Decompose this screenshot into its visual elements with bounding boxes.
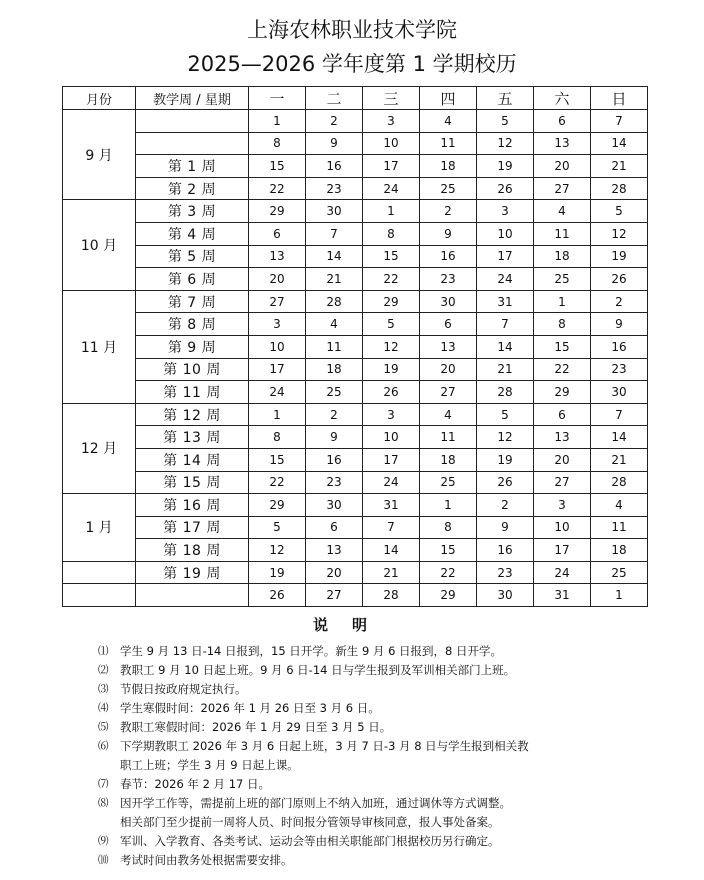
day-cell: 21 <box>306 268 363 291</box>
day-cell: 1 <box>534 290 591 313</box>
day-cell: 30 <box>591 381 648 404</box>
day-cell: 28 <box>306 290 363 313</box>
month-cell: 12 月 <box>63 403 136 493</box>
day-cell: 25 <box>420 177 477 200</box>
day-cell: 31 <box>477 290 534 313</box>
week-cell: 第 11 周 <box>136 381 249 404</box>
calendar-row <box>63 561 648 584</box>
day-cell: 3 <box>363 110 420 133</box>
day-cell: 18 <box>420 448 477 471</box>
note-text: 相关部门至少提前一周将人员、时间报分管领导审核同意，报人事处备案。 <box>120 815 500 829</box>
day-cell: 13 <box>420 335 477 358</box>
calendar-row <box>63 245 648 268</box>
day-cell: 8 <box>534 313 591 336</box>
day-cell: 15 <box>534 335 591 358</box>
day-cell: 6 <box>534 403 591 426</box>
day-cell: 26 <box>477 471 534 494</box>
week-cell: 第 13 周 <box>136 426 249 449</box>
day-cell: 7 <box>591 110 648 133</box>
day-cell: 11 <box>306 335 363 358</box>
note-number: ⑽ <box>98 854 109 866</box>
day-cell: 21 <box>363 561 420 584</box>
day-cell: 16 <box>591 335 648 358</box>
calendar-row <box>63 516 648 539</box>
day-cell: 28 <box>477 381 534 404</box>
week-cell: 第 1 周 <box>136 155 249 178</box>
day-cell: 18 <box>591 539 648 562</box>
day-cell: 15 <box>249 155 306 178</box>
day-cell: 22 <box>420 561 477 584</box>
day-cell: 10 <box>534 516 591 539</box>
day-cell: 17 <box>363 448 420 471</box>
month-cell <box>63 561 136 584</box>
calendar-row <box>63 494 648 517</box>
day-cell: 16 <box>420 245 477 268</box>
day-cell: 9 <box>591 313 648 336</box>
calendar-row <box>63 381 648 404</box>
day-cell: 6 <box>249 222 306 245</box>
note-text: 职工上班；学生 3 月 9 日起上课。 <box>120 758 299 772</box>
day-cell: 13 <box>249 245 306 268</box>
day-cell: 13 <box>534 132 591 155</box>
day-cell: 17 <box>477 245 534 268</box>
day-cell: 11 <box>420 132 477 155</box>
weekday-header: 一 <box>249 87 306 110</box>
day-cell: 10 <box>249 335 306 358</box>
day-cell: 3 <box>249 313 306 336</box>
day-cell: 6 <box>306 516 363 539</box>
day-cell: 2 <box>591 290 648 313</box>
day-cell: 23 <box>477 561 534 584</box>
day-cell: 26 <box>477 177 534 200</box>
week-cell: 第 10 周 <box>136 358 249 381</box>
day-cell: 20 <box>534 155 591 178</box>
day-cell: 9 <box>477 516 534 539</box>
day-cell: 24 <box>249 381 306 404</box>
calendar-row <box>63 200 648 223</box>
note-number: ⑼ <box>98 835 109 847</box>
day-cell: 12 <box>477 426 534 449</box>
note-item <box>98 642 658 661</box>
day-cell: 22 <box>534 358 591 381</box>
week-cell: 第 3 周 <box>136 200 249 223</box>
week-cell: 第 18 周 <box>136 539 249 562</box>
note-item <box>98 699 658 718</box>
day-cell: 11 <box>591 516 648 539</box>
day-cell: 9 <box>306 132 363 155</box>
calendar-table <box>62 86 648 607</box>
day-cell: 22 <box>249 471 306 494</box>
day-cell: 16 <box>306 448 363 471</box>
week-cell: 第 4 周 <box>136 222 249 245</box>
day-cell: 9 <box>420 222 477 245</box>
day-cell: 2 <box>477 494 534 517</box>
calendar-row <box>63 403 648 426</box>
day-cell: 8 <box>420 516 477 539</box>
day-cell: 26 <box>591 268 648 291</box>
day-cell: 26 <box>363 381 420 404</box>
day-cell: 21 <box>591 155 648 178</box>
weekday-header: 三 <box>363 87 420 110</box>
week-cell: 第 6 周 <box>136 268 249 291</box>
note-item <box>98 756 658 775</box>
day-cell: 30 <box>306 200 363 223</box>
day-cell: 20 <box>249 268 306 291</box>
day-cell: 22 <box>249 177 306 200</box>
day-cell: 22 <box>363 268 420 291</box>
day-cell: 8 <box>249 132 306 155</box>
day-cell: 20 <box>420 358 477 381</box>
day-cell: 18 <box>534 245 591 268</box>
calendar-row <box>63 426 648 449</box>
week-cell: 第 14 周 <box>136 448 249 471</box>
weekday-header: 二 <box>306 87 363 110</box>
day-cell: 8 <box>363 222 420 245</box>
note-number: ⑹ <box>98 740 109 752</box>
day-cell: 15 <box>420 539 477 562</box>
day-cell: 27 <box>534 177 591 200</box>
day-cell: 10 <box>363 426 420 449</box>
day-cell: 5 <box>477 110 534 133</box>
day-cell: 31 <box>534 584 591 607</box>
week-cell <box>136 132 249 155</box>
day-cell: 6 <box>420 313 477 336</box>
day-cell: 19 <box>477 155 534 178</box>
weekday-header: 六 <box>534 87 591 110</box>
day-cell: 28 <box>363 584 420 607</box>
day-cell: 21 <box>591 448 648 471</box>
day-cell: 23 <box>306 471 363 494</box>
note-text: 节假日按政府规定执行。 <box>120 682 247 696</box>
day-cell: 9 <box>306 426 363 449</box>
day-cell: 3 <box>477 200 534 223</box>
day-cell: 7 <box>306 222 363 245</box>
day-cell: 5 <box>249 516 306 539</box>
week-cell: 第 17 周 <box>136 516 249 539</box>
calendar-row <box>63 335 648 358</box>
day-cell: 18 <box>420 155 477 178</box>
calendar-row <box>63 177 648 200</box>
weekday-header: 四 <box>420 87 477 110</box>
day-cell: 27 <box>306 584 363 607</box>
calendar-row <box>63 584 648 607</box>
day-cell: 12 <box>249 539 306 562</box>
day-cell: 4 <box>420 110 477 133</box>
day-cell: 18 <box>306 358 363 381</box>
day-cell: 10 <box>477 222 534 245</box>
day-cell: 14 <box>477 335 534 358</box>
day-cell: 2 <box>306 403 363 426</box>
day-cell: 7 <box>477 313 534 336</box>
note-item <box>98 813 658 832</box>
note-item <box>98 680 658 699</box>
day-cell: 3 <box>534 494 591 517</box>
calendar-header-row <box>63 87 648 110</box>
day-cell: 31 <box>363 494 420 517</box>
calendar-row <box>63 358 648 381</box>
day-cell: 29 <box>249 200 306 223</box>
day-cell: 27 <box>249 290 306 313</box>
day-cell: 4 <box>534 200 591 223</box>
day-cell: 4 <box>420 403 477 426</box>
day-cell: 19 <box>477 448 534 471</box>
calendar-row <box>63 290 648 313</box>
note-number: ⑴ <box>98 645 109 657</box>
note-number: ⑻ <box>98 797 109 809</box>
day-cell: 6 <box>534 110 591 133</box>
day-cell: 17 <box>249 358 306 381</box>
week-cell: 第 9 周 <box>136 335 249 358</box>
note-text: 学生 9 月 13 日-14 日报到，15 日开学。新生 9 月 6 日报到，8 日开学。 <box>120 644 503 658</box>
note-text: 军训、入学教育、各类考试、运动会等由相关职能部门根据校历另行确定。 <box>120 834 500 848</box>
note-item <box>98 737 658 756</box>
day-cell: 5 <box>477 403 534 426</box>
day-cell: 19 <box>249 561 306 584</box>
day-cell: 7 <box>363 516 420 539</box>
calendar-row <box>63 155 648 178</box>
calendar-row <box>63 268 648 291</box>
note-number: ⑷ <box>98 702 109 714</box>
week-cell: 第 19 周 <box>136 561 249 584</box>
day-cell: 28 <box>591 177 648 200</box>
day-cell: 11 <box>420 426 477 449</box>
day-cell: 23 <box>306 177 363 200</box>
day-cell: 12 <box>363 335 420 358</box>
day-cell: 29 <box>534 381 591 404</box>
day-cell: 27 <box>420 381 477 404</box>
day-cell: 24 <box>477 268 534 291</box>
day-cell: 7 <box>591 403 648 426</box>
day-cell: 1 <box>591 584 648 607</box>
day-cell: 21 <box>477 358 534 381</box>
day-cell: 14 <box>591 426 648 449</box>
note-text: 春节：2026 年 2 月 17 日。 <box>120 777 270 791</box>
note-number: ⑶ <box>98 683 109 695</box>
note-item <box>98 851 658 870</box>
day-cell: 29 <box>249 494 306 517</box>
calendar-row <box>63 471 648 494</box>
week-cell: 第 16 周 <box>136 494 249 517</box>
day-cell: 28 <box>591 471 648 494</box>
day-cell: 15 <box>249 448 306 471</box>
note-item <box>98 832 658 851</box>
day-cell: 25 <box>420 471 477 494</box>
month-cell: 11 月 <box>63 290 136 403</box>
day-cell: 27 <box>534 471 591 494</box>
week-cell <box>136 110 249 133</box>
day-cell: 29 <box>420 584 477 607</box>
day-cell: 14 <box>306 245 363 268</box>
day-cell: 13 <box>306 539 363 562</box>
day-cell: 14 <box>591 132 648 155</box>
day-cell: 16 <box>477 539 534 562</box>
notes-list <box>98 642 658 870</box>
day-cell: 1 <box>420 494 477 517</box>
day-cell: 26 <box>249 584 306 607</box>
note-number: ⑵ <box>98 664 109 676</box>
day-cell: 30 <box>306 494 363 517</box>
note-number: ⑺ <box>98 778 109 790</box>
note-item <box>98 775 658 794</box>
calendar-row <box>63 222 648 245</box>
day-cell: 12 <box>591 222 648 245</box>
week-cell: 第 2 周 <box>136 177 249 200</box>
day-cell: 1 <box>249 110 306 133</box>
day-cell: 23 <box>591 358 648 381</box>
notes-title: 说明 <box>312 616 391 634</box>
day-cell: 2 <box>306 110 363 133</box>
week-column-header: 教学周 / 星期 <box>136 87 249 110</box>
day-cell: 17 <box>534 539 591 562</box>
day-cell: 2 <box>420 200 477 223</box>
day-cell: 20 <box>534 448 591 471</box>
month-cell: 9 月 <box>63 110 136 200</box>
day-cell: 25 <box>591 561 648 584</box>
day-cell: 24 <box>363 471 420 494</box>
day-cell: 8 <box>249 426 306 449</box>
week-cell: 第 7 周 <box>136 290 249 313</box>
week-cell: 第 8 周 <box>136 313 249 336</box>
calendar-row <box>63 132 648 155</box>
day-cell: 1 <box>363 200 420 223</box>
week-cell: 第 5 周 <box>136 245 249 268</box>
note-number: ⑸ <box>98 721 109 733</box>
page-subtitle: 2025—2026 学年度第 1 学期校历 <box>187 52 517 76</box>
day-cell: 11 <box>534 222 591 245</box>
day-cell: 30 <box>477 584 534 607</box>
note-text: 教职工 9 月 10 日起上班。9 月 6 日-14 日与学生报到及军训相关部门上班。 <box>120 663 516 677</box>
day-cell: 13 <box>534 426 591 449</box>
day-cell: 19 <box>591 245 648 268</box>
week-cell <box>136 584 249 607</box>
day-cell: 1 <box>249 403 306 426</box>
page-title: 上海农林职业技术学院 <box>247 18 457 42</box>
day-cell: 19 <box>363 358 420 381</box>
calendar-row <box>63 313 648 336</box>
note-text: 教职工寒假时间：2026 年 1 月 29 日至 3 月 5 日。 <box>120 720 392 734</box>
day-cell: 24 <box>534 561 591 584</box>
weekday-header: 日 <box>591 87 648 110</box>
day-cell: 3 <box>363 403 420 426</box>
day-cell: 17 <box>363 155 420 178</box>
day-cell: 24 <box>363 177 420 200</box>
day-cell: 29 <box>363 290 420 313</box>
month-column-header: 月份 <box>63 87 136 110</box>
month-cell <box>63 584 136 607</box>
note-item <box>98 794 658 813</box>
day-cell: 14 <box>363 539 420 562</box>
day-cell: 4 <box>306 313 363 336</box>
day-cell: 12 <box>477 132 534 155</box>
day-cell: 4 <box>591 494 648 517</box>
calendar-row <box>63 110 648 133</box>
day-cell: 16 <box>306 155 363 178</box>
note-item <box>98 718 658 737</box>
note-text: 因开学工作等，需提前上班的部门原则上不纳入加班，通过调休等方式调整。 <box>120 796 511 810</box>
day-cell: 30 <box>420 290 477 313</box>
day-cell: 5 <box>363 313 420 336</box>
week-cell: 第 15 周 <box>136 471 249 494</box>
week-cell: 第 12 周 <box>136 403 249 426</box>
note-text: 考试时间由教务处根据需要安排。 <box>120 853 293 867</box>
day-cell: 10 <box>363 132 420 155</box>
day-cell: 20 <box>306 561 363 584</box>
calendar-row <box>63 448 648 471</box>
day-cell: 23 <box>420 268 477 291</box>
month-cell: 1 月 <box>63 494 136 562</box>
note-text: 学生寒假时间：2026 年 1 月 26 日至 3 月 6 日。 <box>120 701 380 715</box>
calendar-row <box>63 539 648 562</box>
note-text: 下学期教职工 2026 年 3 月 6 日起上班，3 月 7 日-3 月 8 日与学生报到相关教 <box>120 739 529 753</box>
day-cell: 25 <box>534 268 591 291</box>
day-cell: 25 <box>306 381 363 404</box>
note-item <box>98 661 658 680</box>
month-cell: 10 月 <box>63 200 136 290</box>
day-cell: 5 <box>591 200 648 223</box>
day-cell: 15 <box>363 245 420 268</box>
weekday-header: 五 <box>477 87 534 110</box>
